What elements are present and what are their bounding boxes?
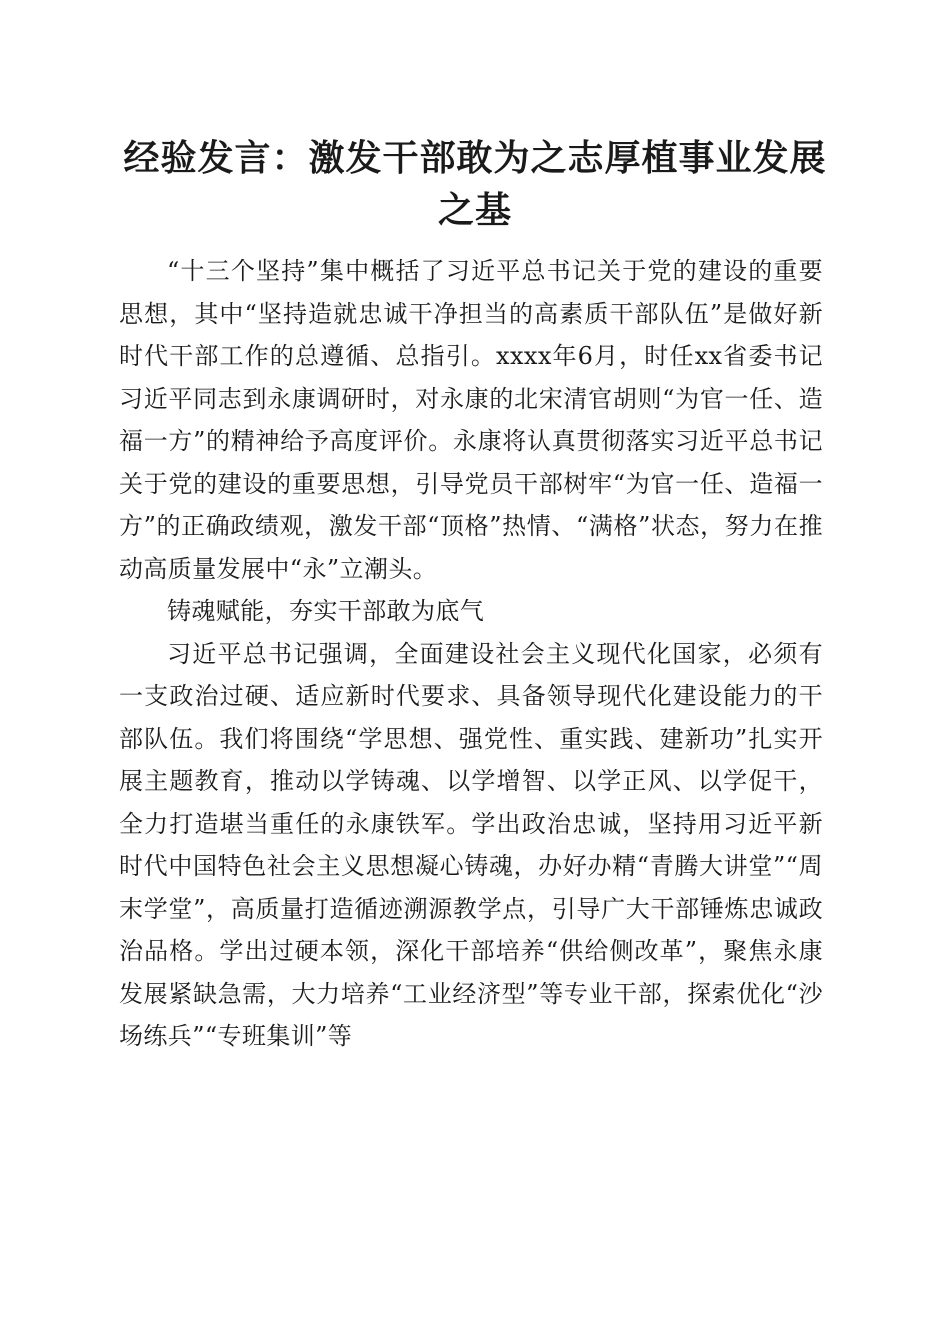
- paragraph-intro: “十三个坚持”集中概括了习近平总书记关于党的建设的重要思想，其中“坚持造就忠诚干净担当的高素质干部队伍”是做好新时代干部工作的总遵循、总指引。xxxx年6月，时任xx省委书记习近平同志到永康调研时，对永康的北宋清官胡则“为官一任、造福一方”的精神给予高度评价。永康将认真贯彻落实习近平总书记关于党的建设的重要思想，引导党员干部树牢“为官一任、造福一方”的正确政绩观，激发干部“顶格”热情、“满格”状态，努力在推动高质量发展中“永”立潮头。: [119, 257, 823, 583]
- document-title: 经验发言：激发干部敢为之志厚植事业发展之基: [123, 137, 827, 231]
- section-heading: 铸魂赋能，夯实干部敢为底气: [167, 597, 485, 625]
- document-body: [119, 250, 823, 1058]
- paragraph-section-1: 习近平总书记强调，全面建设社会主义现代化国家，必须有一支政治过硬、适应新时代要求、具备领导现代化建设能力的干部队伍。我们将围绕“学思想、强党性、重实践、建新功”扎实开展主题教育，推动以学铸魂、以学增智、以学正风、以学促干，全力打造堪当重任的永康铁军。学出政治忠诚，坚持用习近平新时代中国特色社会主义思想凝心铸魂，办好办精“青腾大讲堂”“周末学堂”，高质量打造循迹溯源教学点，引导广大干部锤炼忠诚政治品格。学出过硬本领，深化干部培养“供给侧改革”，聚焦永康发展紧缺急需，大力培养“工业经济型”等专业干部，探索优化“沙场练兵”“专班集训”等: [119, 639, 823, 1050]
